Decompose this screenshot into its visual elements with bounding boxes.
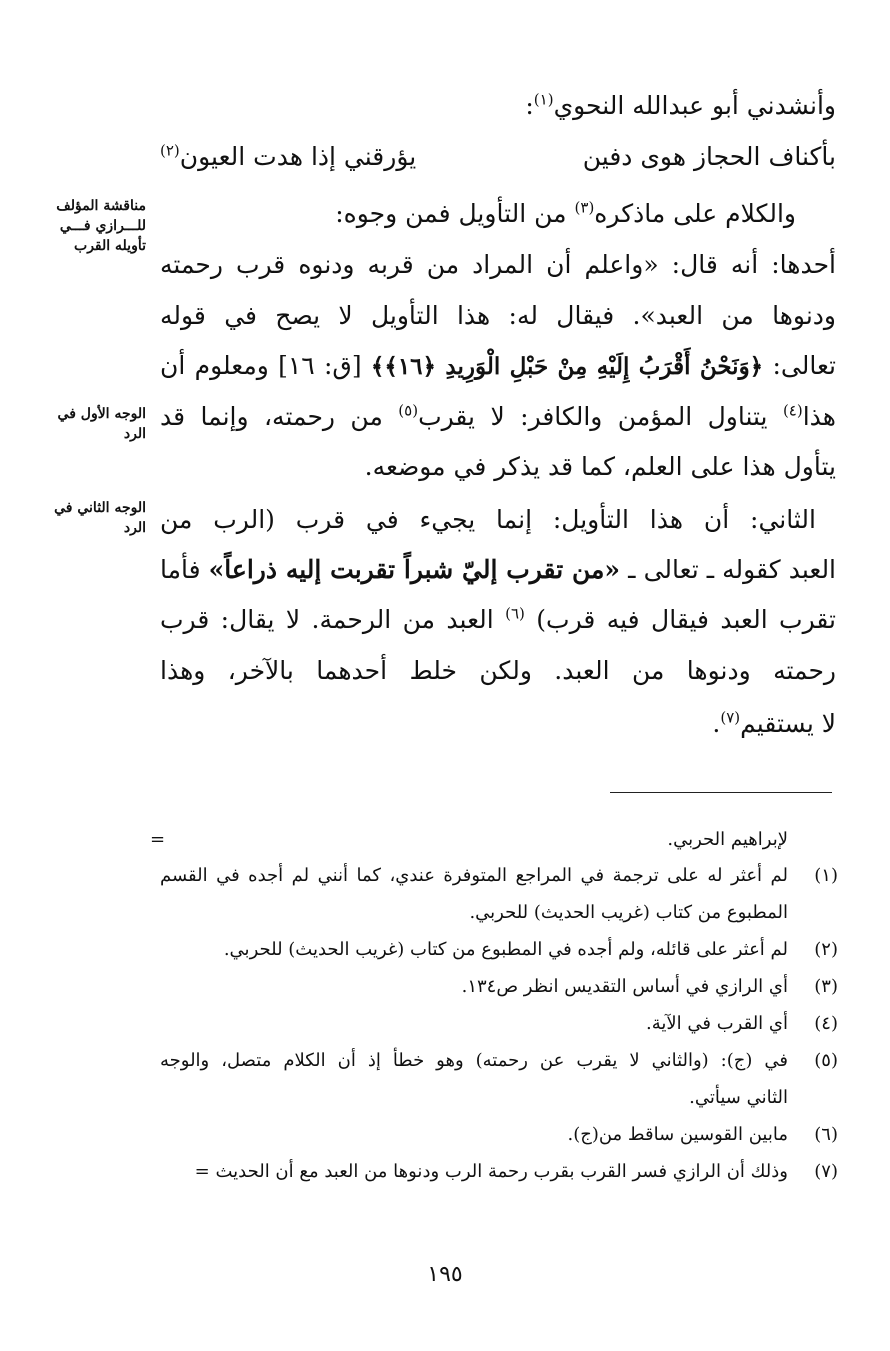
hadith-quote: «من تقرب إليّ شبراً تقربت إليه ذراعاً» bbox=[208, 555, 621, 584]
footnote-text: لإبراهيم الحربي. bbox=[667, 829, 788, 850]
text: العبد كقوله ـ تعالى ـ bbox=[628, 555, 837, 584]
text-line-1 bbox=[525, 86, 836, 126]
page-number: ١٩٥ bbox=[427, 1262, 463, 1287]
footnote-text: لم أعثر على قائله، ولم أجده في المطبوع من كتاب (غريب الحديث) للحربي. bbox=[223, 939, 788, 960]
text-line-12: رحمته ودنوها من العبد. ولكن خلط أحدهما بالآخر، وهذا bbox=[160, 656, 836, 685]
footnote-ref-3[interactable]: (٣) bbox=[574, 198, 595, 217]
continuation-mark: = bbox=[150, 829, 166, 850]
text-line-10 bbox=[160, 550, 836, 590]
footnote-ref-7[interactable]: (٧) bbox=[720, 708, 741, 727]
footnote-text: وذلك أن الرازي فسر القرب بقرب رحمة الرب ودنوها من العبد مع أن الحديث = bbox=[194, 1161, 788, 1182]
footnote-divider bbox=[610, 792, 832, 793]
text: [ق: ١٦] ومعلوم أن bbox=[160, 351, 362, 380]
footnote-ref-5[interactable]: (٥) bbox=[398, 401, 419, 420]
text: يؤرقني إذا هدت العيون bbox=[179, 142, 417, 171]
footnote-text: المطبوع من كتاب (غريب الحديث) للحربي. bbox=[469, 902, 788, 923]
footnote-number: (٦) bbox=[814, 1124, 838, 1145]
text-line-6 bbox=[160, 346, 836, 387]
margin-note-first-aspect: الوجه الأول في الرد bbox=[57, 406, 146, 442]
footnote-number: (٤) bbox=[814, 1013, 838, 1034]
text: . bbox=[712, 709, 721, 738]
text: يتناول المؤمن والكافر: لا يقرب bbox=[418, 402, 768, 431]
text: : bbox=[525, 91, 534, 120]
poem-hemistich-right: بأكناف الحجاز هوى دفين bbox=[582, 142, 836, 171]
footnote-text: مابين القوسين ساقط من(ج). bbox=[567, 1124, 788, 1145]
footnote-number: (١) bbox=[814, 865, 838, 886]
text-line-8: يتأول هذا على العلم، كما قد يذكر في موضعه. bbox=[364, 452, 836, 481]
text-line-9: الثاني: أن هذا التأويل: إنما يجيء في قرب (الرب من bbox=[160, 505, 816, 534]
footnote-number: (٢) bbox=[814, 939, 838, 960]
footnote-ref-2[interactable]: (٢) bbox=[160, 141, 180, 160]
text: فأما bbox=[160, 555, 201, 584]
text: من رحمته، وإنما قد bbox=[160, 402, 383, 431]
text: تقرب العبد فيقال فيه قرب) bbox=[536, 605, 836, 634]
text: من التأويل فمن وجوه: bbox=[335, 199, 567, 228]
margin-note-second-aspect: الوجه الثاني في الرد bbox=[54, 500, 146, 536]
text-line-5: ودنوها من العبد». فيقال له: هذا التأويل لا يصح في قوله bbox=[160, 301, 836, 330]
footnote-ref-1[interactable]: (١) bbox=[533, 90, 554, 109]
footnote-number: (٧) bbox=[814, 1161, 838, 1182]
footnote-ref-4[interactable]: (٤) bbox=[782, 401, 803, 420]
text: لا يستقيم bbox=[740, 709, 836, 738]
footnote-number: (٥) bbox=[814, 1050, 838, 1071]
text-line-7 bbox=[160, 397, 836, 437]
text: والكلام على ماذكره bbox=[594, 199, 796, 228]
footnote-text: لم أعثر له على ترجمة في المراجع المتوفرة عندي، كما أنني لم أجده في القسم bbox=[160, 865, 788, 886]
margin-note-author-discussion: مناقشة المؤلف للـــرازي فـــي تأويله القرب bbox=[56, 198, 146, 254]
text: العبد من الرحمة. لا يقال: قرب bbox=[160, 605, 494, 634]
footnote-text: الثاني سيأتي. bbox=[689, 1087, 788, 1108]
quran-verse: ﴿وَنَحْنُ أَقْرَبُ إِلَيْهِ مِنْ حَبْلِ الْوَرِيدِ ﴿١٦﴾﴾ bbox=[370, 353, 764, 380]
text-line-13 bbox=[712, 704, 836, 744]
text-line-4: أحدها: أنه قال: «واعلم أن المراد من قربه ودنوه قرب رحمته bbox=[160, 250, 836, 279]
footnote-text: في (ج): (والثاني لا يقرب عن رحمته) وهو خطأ إذ أن الكلام متصل، والوجه bbox=[160, 1050, 788, 1071]
poem-hemistich-left bbox=[160, 137, 416, 177]
text-line-3 bbox=[335, 194, 796, 234]
text: هذا bbox=[802, 402, 836, 431]
footnote-ref-6[interactable]: (٦) bbox=[505, 604, 525, 623]
text-line-11 bbox=[160, 600, 836, 640]
text: تعالى: bbox=[772, 351, 836, 380]
footnote-number: (٣) bbox=[814, 976, 838, 997]
text: وأنشدني أبو عبدالله النحوي bbox=[553, 91, 836, 120]
footnote-text: أي القرب في الآية. bbox=[646, 1013, 788, 1034]
footnote-text: أي الرازي في أساس التقديس انظر ص١٣٤. bbox=[461, 976, 788, 997]
